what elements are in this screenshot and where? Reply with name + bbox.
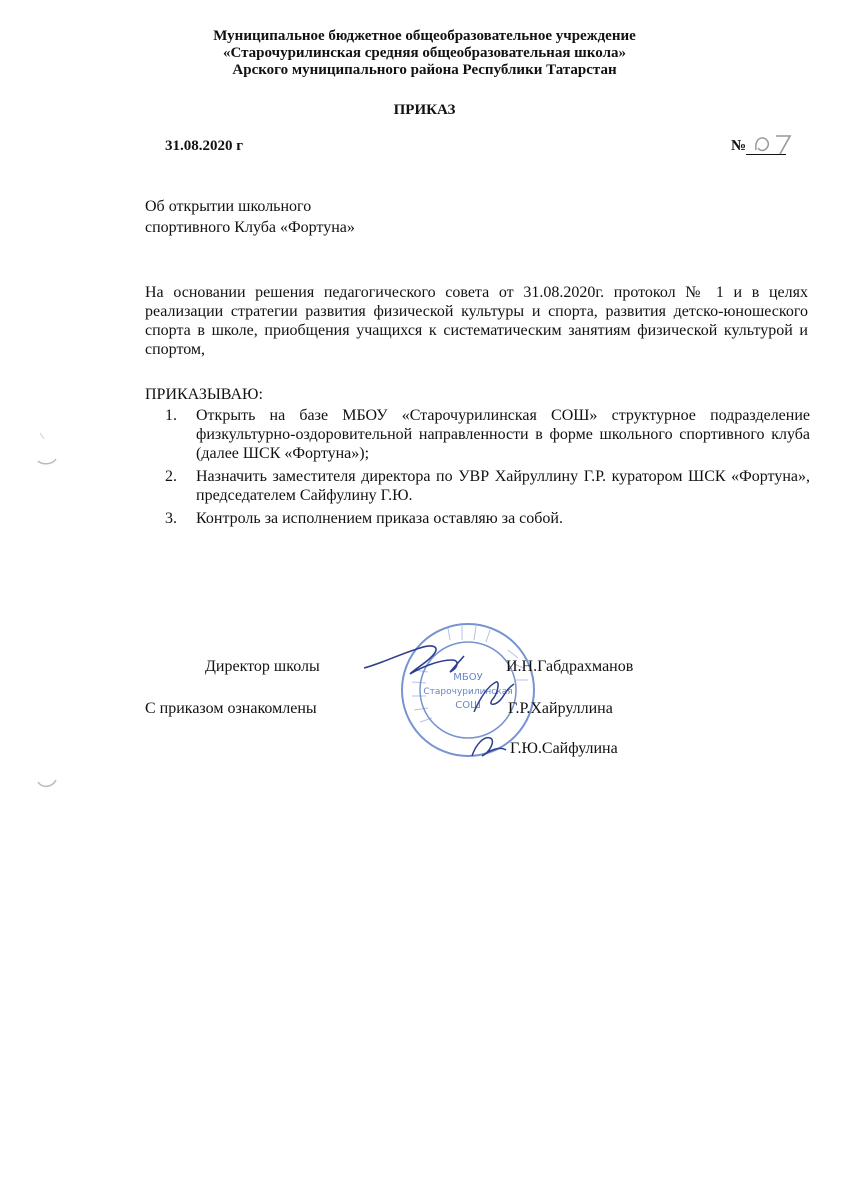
- person2-name: Г.Ю.Сайфулина: [510, 740, 618, 757]
- doc-title: ПРИКАЗ: [393, 102, 456, 118]
- preamble-paragraph: На основании решения педагогического совета от 31.08.2020г. протокол № 1 и в целях реализации стратегии развития физической культуры и спорта, развития детско-юношеского спорта в школе, приобщения учащихся к систематическим занятиям физической культурой и спортом,: [145, 284, 808, 358]
- order-items-list: [165, 406, 810, 532]
- item-text: Открыть на базе МБОУ «Старочурилинская СОШ» структурное подразделение физкультурно-оздоровительной направленности в форме школьного спортивного клуба (далее ШСК «Фортуна»);: [196, 407, 810, 462]
- number-label: №: [731, 138, 747, 154]
- subject-line1: Об открытии школьного: [145, 198, 312, 215]
- list-item: [165, 406, 810, 463]
- item-text: Контроль за исполнением приказа оставляю за собой.: [196, 510, 563, 527]
- director-label: Директор школы: [205, 658, 320, 675]
- org-name-line3: Арского муниципального района Республики Татарстан: [232, 62, 617, 78]
- list-item: [165, 509, 810, 528]
- director-name: И.Н.Габдрахманов: [506, 658, 634, 675]
- list-item: [165, 467, 810, 505]
- punch-hole-mark: [20, 760, 60, 800]
- item-number: 1.: [165, 407, 177, 424]
- item-number: 2.: [165, 468, 177, 485]
- punch-hole-mark: [20, 425, 60, 475]
- subject-line2: спортивного Клуба «Фортуна»: [145, 219, 355, 236]
- seal-text-line3: СОШ: [455, 700, 481, 711]
- signature-saifulina: [466, 730, 510, 766]
- person1-name: Г.Р.Хайруллина: [508, 700, 613, 717]
- seal-text-line2: Старочурилинская: [423, 687, 513, 697]
- handwritten-number: [750, 128, 800, 160]
- item-number: 3.: [165, 510, 177, 527]
- item-text: Назначить заместителя директора по УВР Хайруллину Г.Р. куратором ШСК «Фортуна», председателем Сайфулину Г.Ю.: [196, 468, 810, 504]
- seal-text-line1: МБОУ: [453, 672, 483, 683]
- org-name-line1: Муниципальное бюджетное общеобразовательное учреждение: [213, 28, 636, 44]
- acquainted-label: С приказом ознакомлены: [145, 700, 317, 717]
- director-signature: [360, 638, 470, 684]
- order-word: ПРИКАЗЫВАЮ:: [145, 386, 263, 403]
- order-date: 31.08.2020 г: [165, 138, 244, 154]
- org-name-line2: «Старочурилинская средняя общеобразовательная школа»: [222, 45, 627, 61]
